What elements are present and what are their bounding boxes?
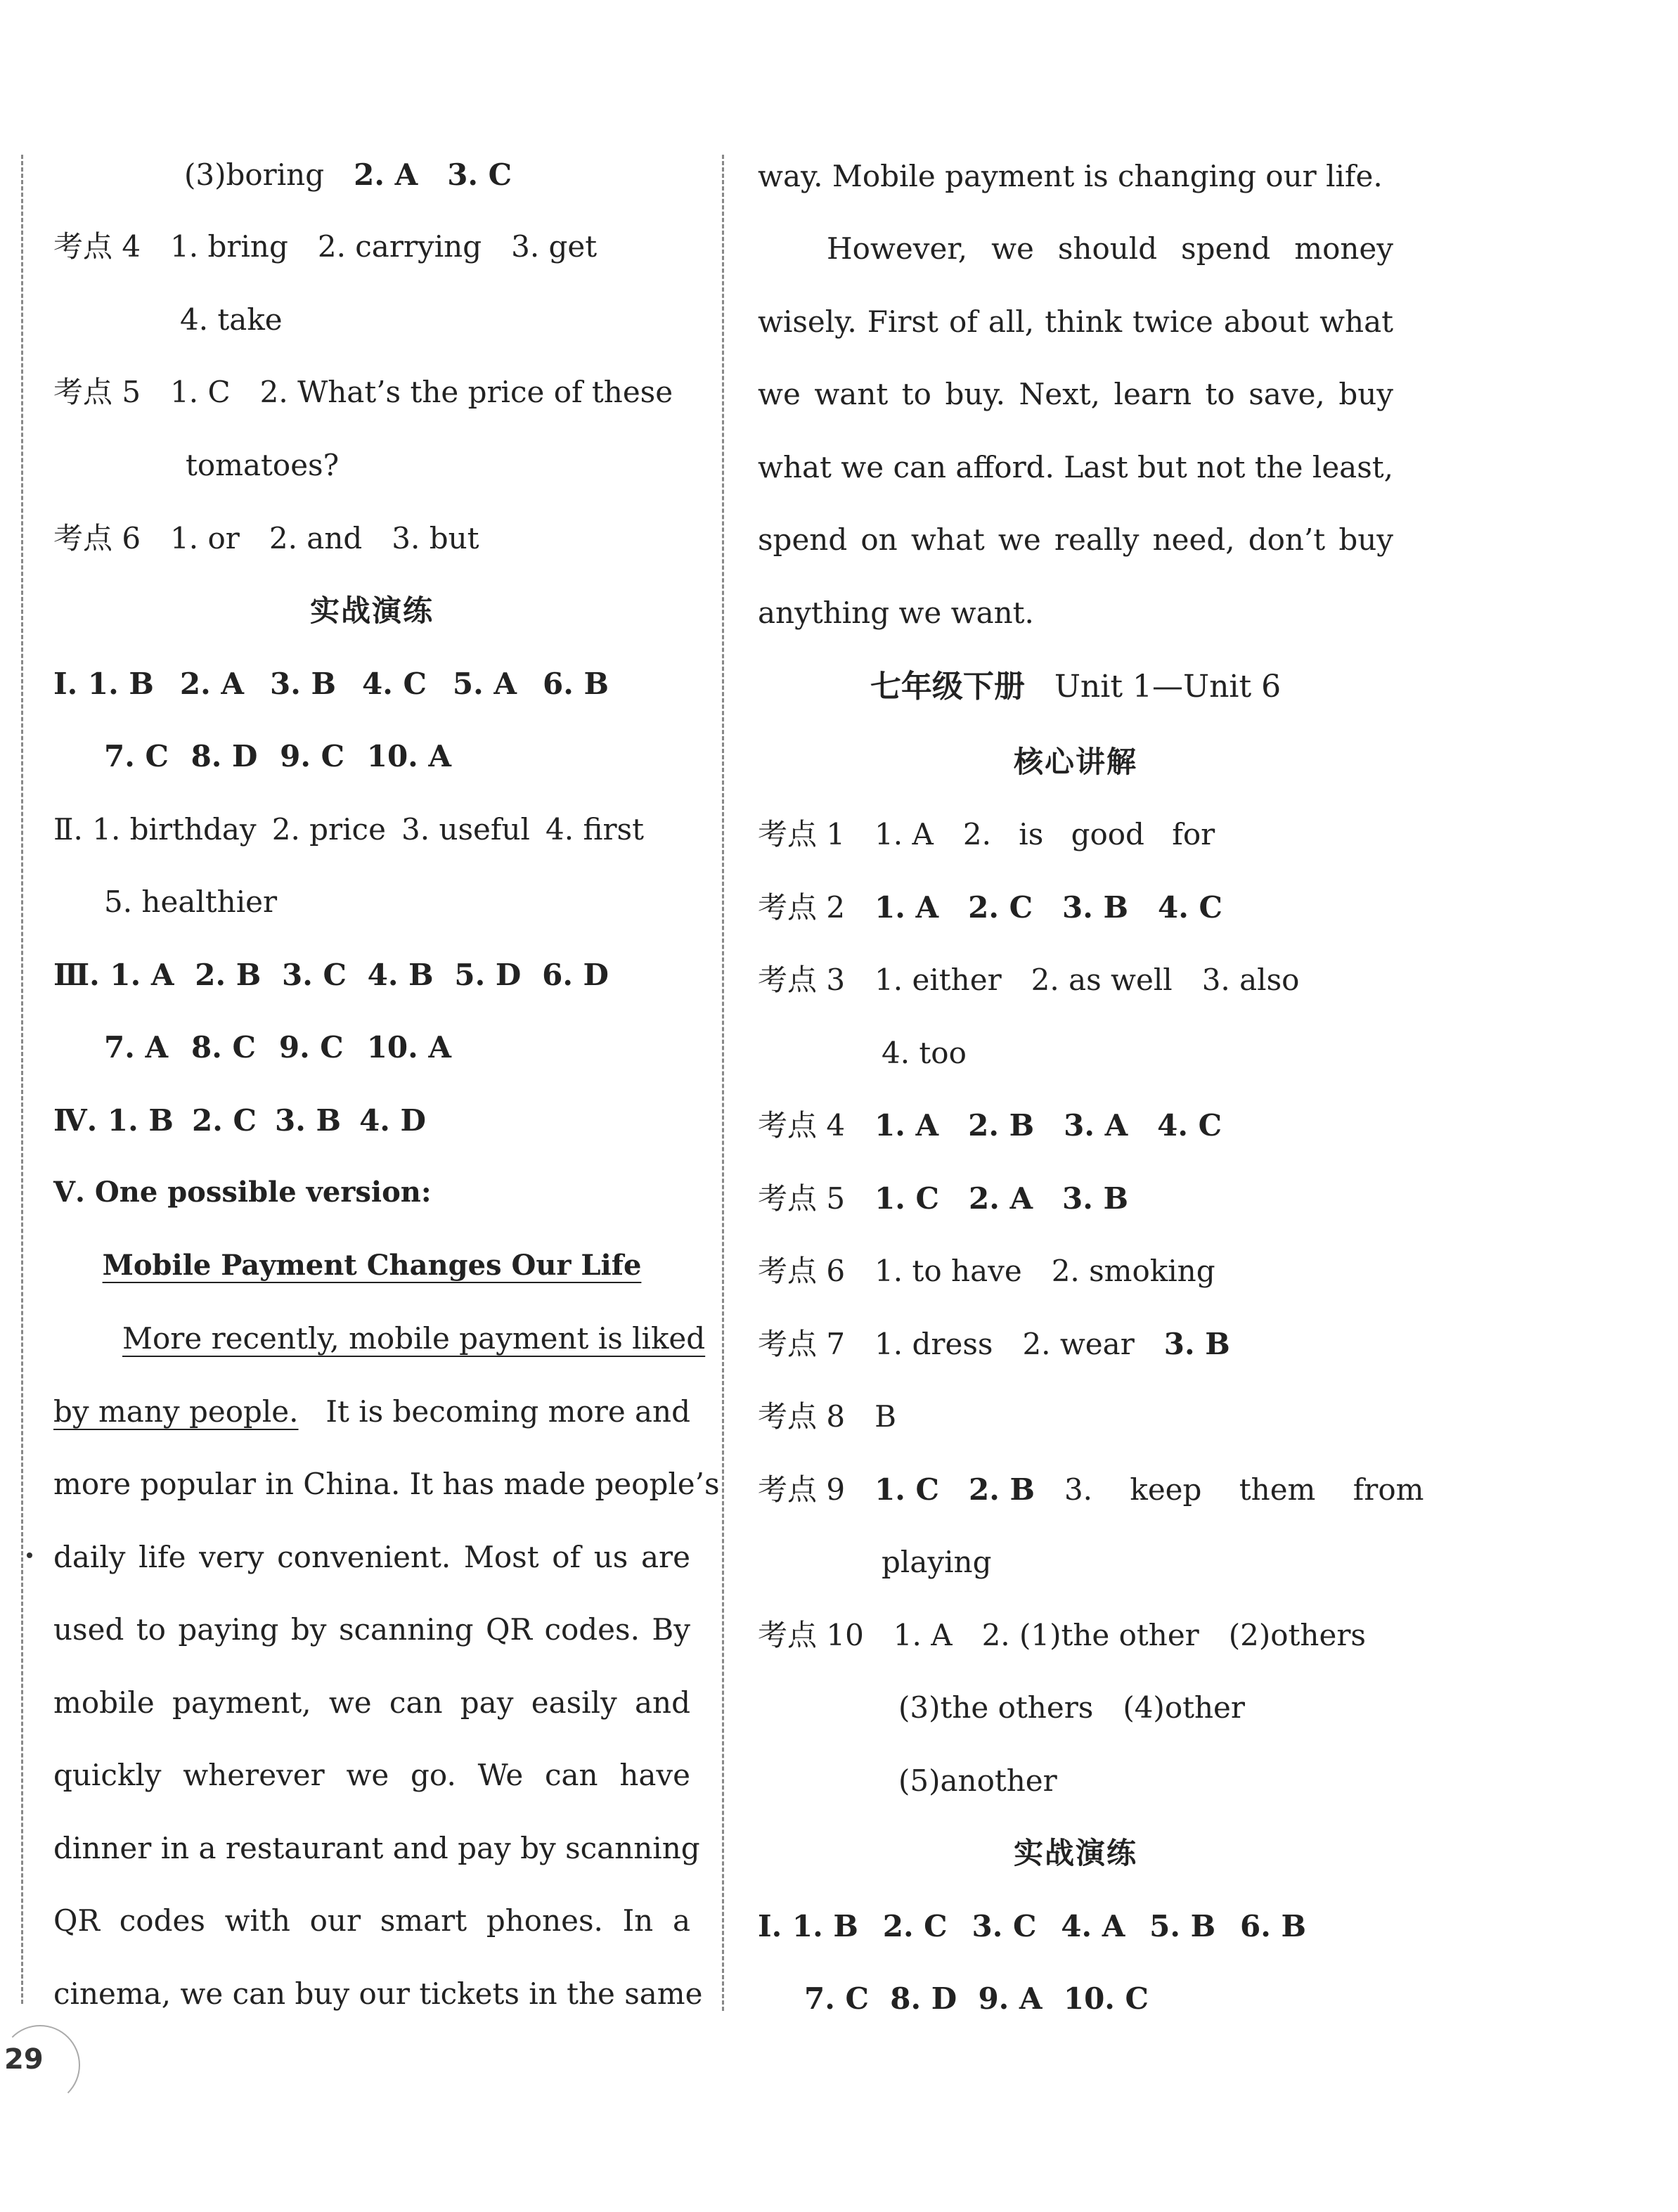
margin-dot <box>27 1552 32 1558</box>
r-kaodian-10-cont-2: (5)another <box>898 1763 1057 1798</box>
essay-title: Mobile Payment Changes Our Life <box>102 1249 642 1282</box>
column-divider <box>722 155 724 2011</box>
essay-line-16: spend on what we really need, don’t buy <box>758 522 1393 557</box>
r-kaodian-5: 考点 5 1. C 2. A 3. B <box>758 1181 1129 1216</box>
essay-line-10: cinema, we can buy our tickets in the same <box>53 1976 703 2011</box>
essay-line-14: we want to buy. Next, learn to save, buy <box>758 377 1393 411</box>
r-kaodian-10: 考点 10 1. A 2. (1)the other (2)others <box>758 1618 1366 1652</box>
kaodian-6: 考点 6 1. or 2. and 3. but <box>53 521 479 555</box>
section-4-row-1: Ⅳ. 1. B 2. C 3. B 4. D <box>53 1103 426 1138</box>
section-1-row-1: Ⅰ. 1. B 2. A 3. B 4. C 5. A 6. B <box>53 667 609 701</box>
r-kaodian-2: 考点 2 1. A 2. C 3. B 4. C <box>758 890 1222 925</box>
kaodian-4-cont: 4. take <box>180 302 283 337</box>
r-kaodian-6: 考点 6 1. to have 2. smoking <box>758 1254 1215 1288</box>
essay-line-9: QR codes with our smart phones. In a <box>53 1903 690 1938</box>
essay-line-1: More recently, mobile payment is liked <box>122 1321 706 1356</box>
r-section-1-row-2: 7. C 8. D 9. A 10. C <box>804 1981 1149 2016</box>
r-kaodian-10-cont-1: (3)the others (4)other <box>898 1690 1245 1725</box>
essay-line-5: used to paying by scanning QR codes. By <box>53 1612 690 1647</box>
r-kaodian-9-cont: playing <box>882 1545 992 1579</box>
r-kaodian-3-cont: 4. too <box>882 1036 967 1070</box>
essay-line-12: However, we should spend money <box>827 231 1393 266</box>
essay-line-7: quickly wherever we go. We can have <box>53 1758 690 1792</box>
r-kaodian-1: 考点 1 1. A 2. is good for <box>758 817 1215 851</box>
essay-line-17: anything we want. <box>758 596 1034 630</box>
essay-line-8: dinner in a restaurant and pay by scanning <box>53 1831 700 1865</box>
r-kaodian-3: 考点 3 1. either 2. as well 3. also <box>758 963 1300 997</box>
kaodian-4: 考点 4 1. bring 2. carrying 3. get <box>53 229 598 264</box>
section-5-label: Ⅴ. One possible version: <box>53 1176 432 1209</box>
r-section-1-row-1: Ⅰ. 1. B 2. C 3. C 4. A 5. B 6. B <box>758 1909 1306 1943</box>
r-kaodian-8: 考点 8 B <box>758 1399 896 1434</box>
essay-line-4: daily life very convenient. Most of us are <box>53 1540 690 1574</box>
essay-line-11: way. Mobile payment is changing our life. <box>758 159 1383 193</box>
r-kaodian-9: 考点 9 1. C 2. B 3. keep them from <box>758 1472 1424 1507</box>
essay-line-6: mobile payment, we can pay easily and <box>53 1685 690 1720</box>
r-kaodian-7: 考点 7 1. dress 2. wear 3. B <box>758 1327 1230 1361</box>
kaodian-5: 考点 5 1. C 2. What’s the price of these <box>53 375 673 409</box>
section-3-row-2: 7. A 8. C 9. C 10. A <box>104 1030 451 1065</box>
essay-line-2: by many people. It is becoming more and <box>53 1394 690 1429</box>
section-1-row-2: 7. C 8. D 9. C 10. A <box>104 739 451 773</box>
left-margin-rule <box>21 155 23 2004</box>
section-2-row-1: Ⅱ. 1. birthday 2. price 3. useful 4. first <box>53 812 644 847</box>
r-kaodian-4: 考点 4 1. A 2. B 3. A 4. C <box>758 1108 1222 1143</box>
section-2-row-2: 5. healthier <box>104 885 278 919</box>
kaodian-5-cont: tomatoes? <box>186 448 340 482</box>
essay-line-13: wisely. First of all, think twice about what <box>758 304 1393 339</box>
practice-heading: 实战演练 <box>309 593 434 628</box>
core-heading: 核心讲解 <box>1013 745 1137 779</box>
section-3-row-1: Ⅲ. 1. A 2. B 3. C 4. B 5. D 6. D <box>53 958 609 992</box>
unit-heading: 七年级下册 Unit 1—Unit 6 <box>870 669 1282 705</box>
r-practice-heading: 实战演练 <box>1013 1836 1137 1870</box>
page-number: 29 <box>4 2043 44 2076</box>
essay-line-15: what we can afford. Last but not the least, <box>758 450 1393 484</box>
answer-line: (3)boring 2. A 3. C <box>184 157 512 192</box>
essay-line-3: more popular in China. It has made people’s <box>53 1467 720 1501</box>
